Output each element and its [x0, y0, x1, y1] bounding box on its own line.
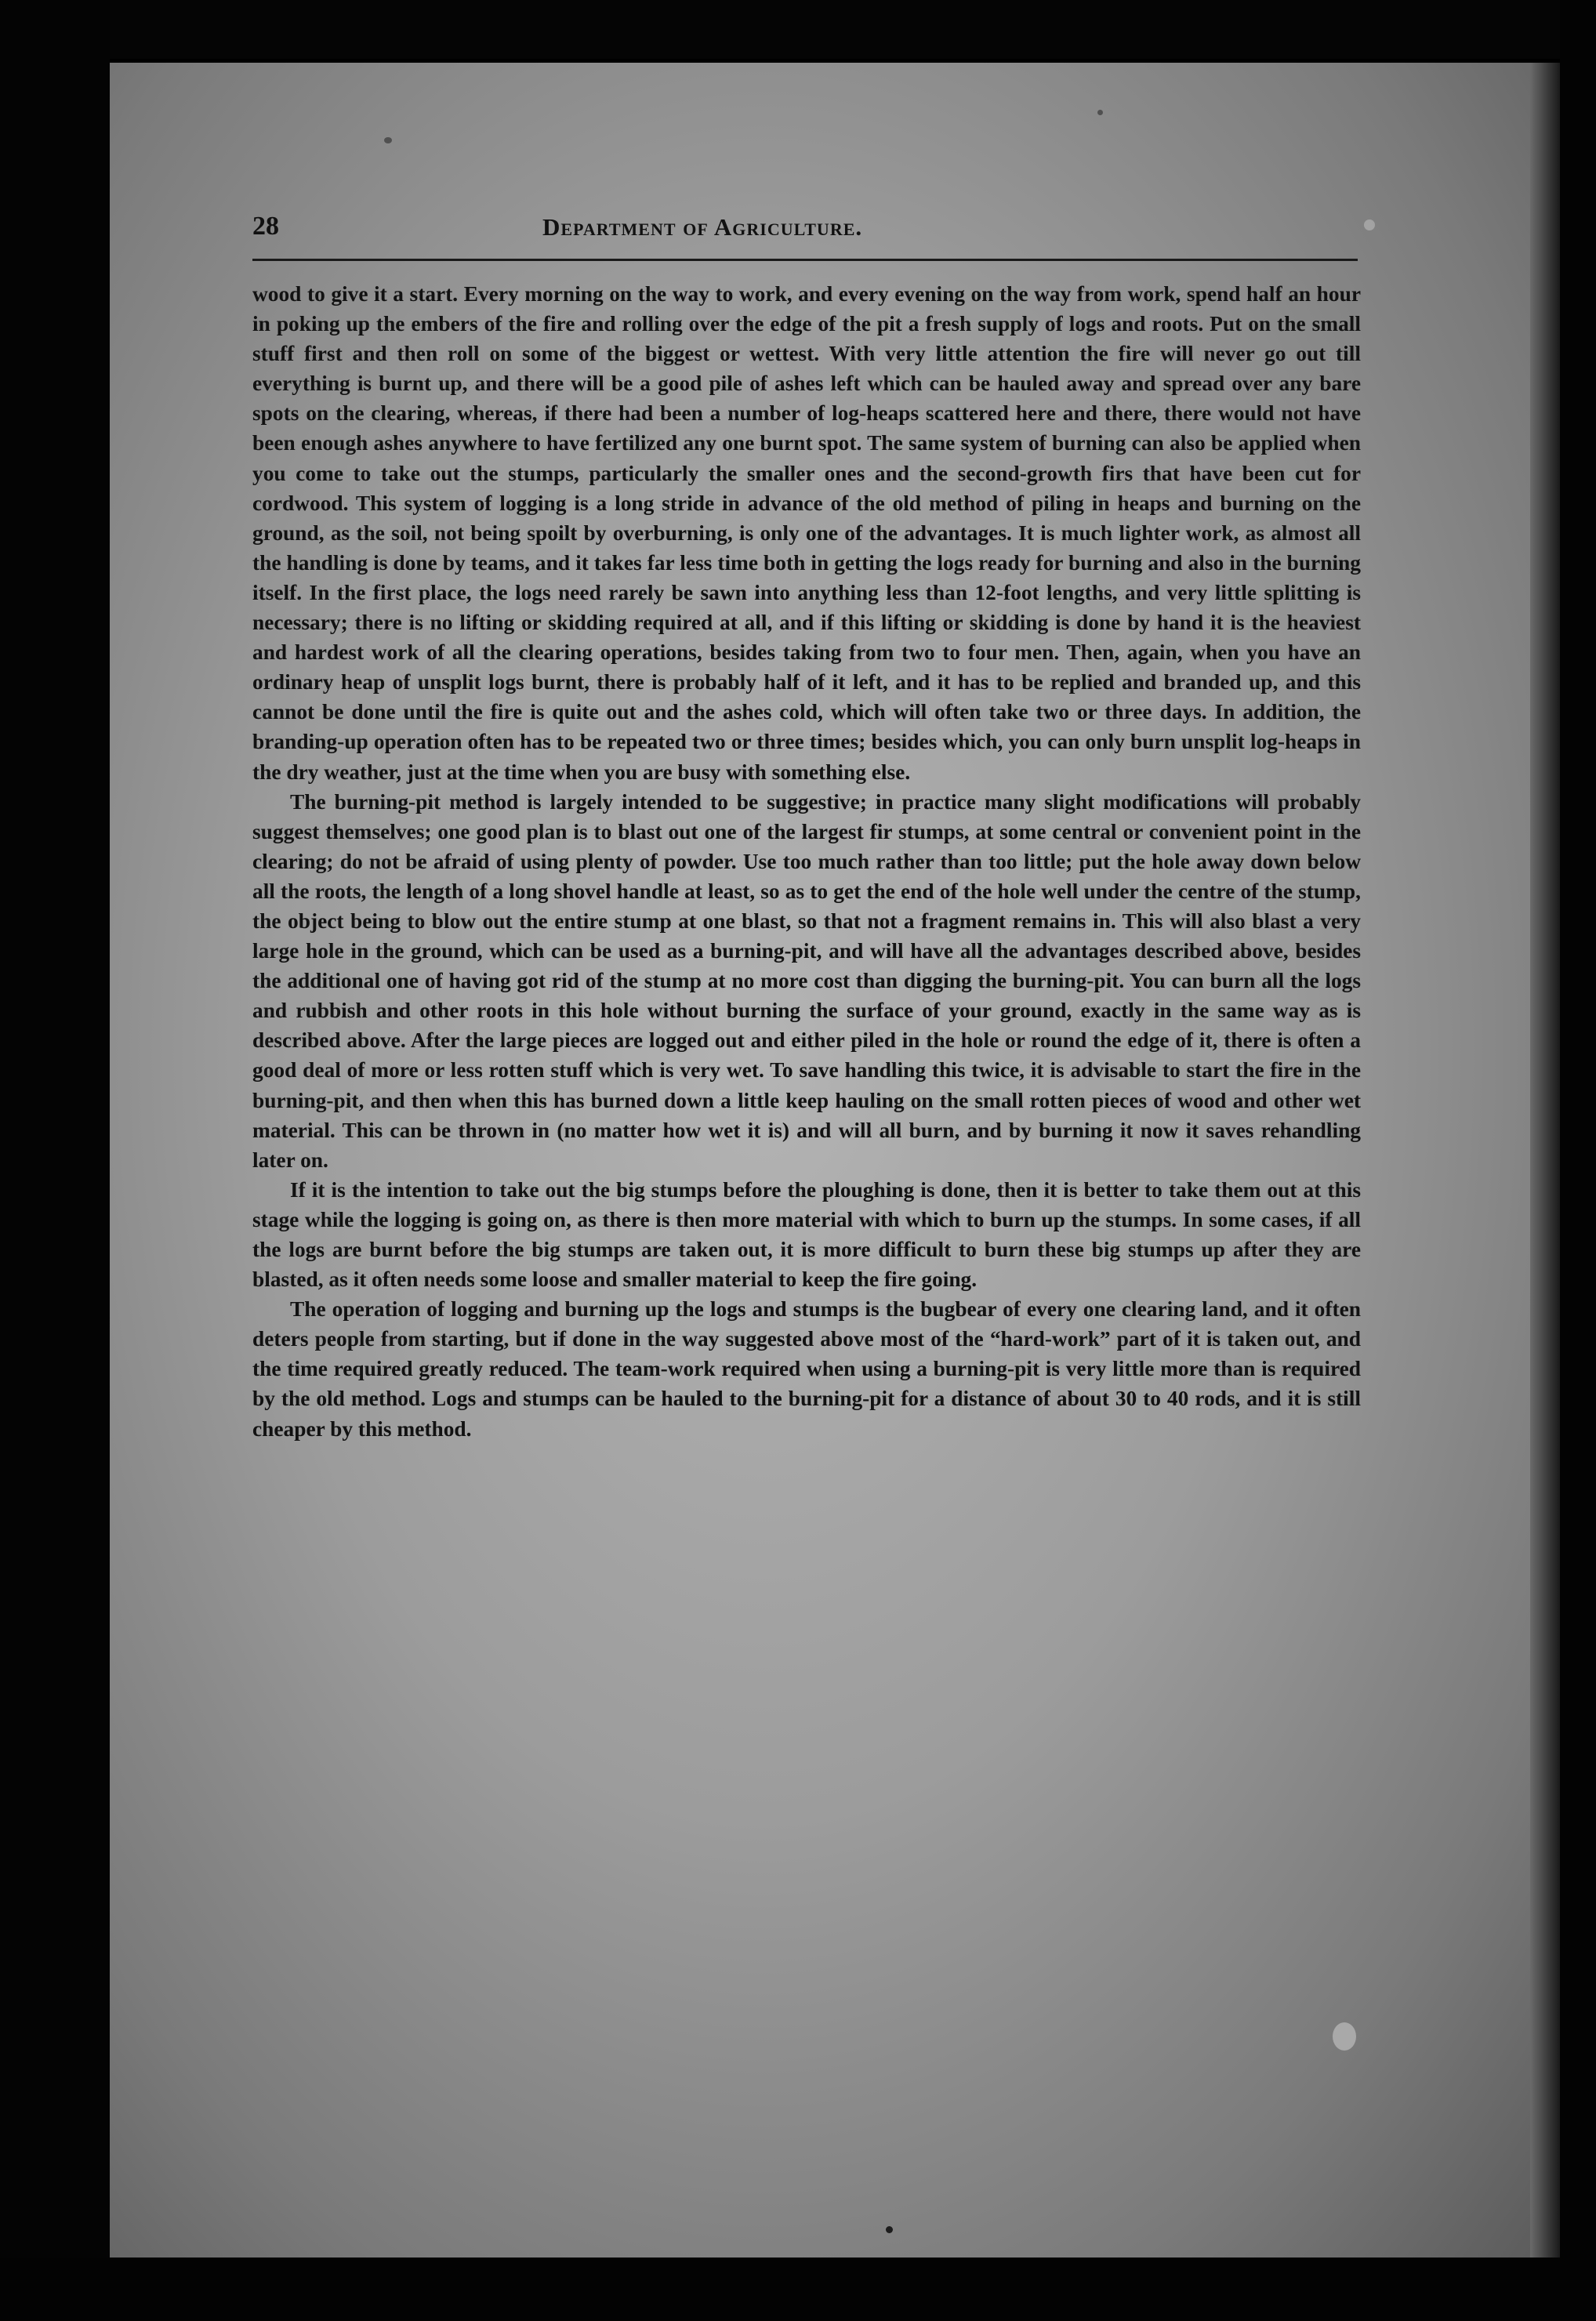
film-border-top — [0, 0, 1596, 59]
paragraph: The burning-pit method is largely intended to be suggestive; in practice many slight modifications will probably suggest themselves; one good plan is to blast out one of the largest fir stumps, at some central or convenient point in the clearing; do not be afraid of using plenty of powder. Use too much rather than too little; put the hole away down below all the roots, the length of a long shovel handle at least, so as to get the end of the hole well under the centre of the stump, the object being to blow out the entire stump at one blast, so that not a fragment remains in. This will also blast a very large hole in the ground, which can be used as a burning-pit, and will have all the advantages described above, besides the additional one of having got rid of the stump at no more cost than digging the burning-pit. You can burn all the logs and rubbish and other roots in this hole without burning the surface of your ground, exactly in the same way as is described above. After the large pieces are logged out and either piled in the hole or round the edge of it, there is often a good deal of more or less rotten stuff which is very wet. To save handling this twice, it is advisable to start the fire in the burning-pit, and then when this has burned down a little keep hauling on the small rotten pieces of wood and other wet material. This can be thrown in (no matter how wet it is) and will all burn, and by burning it now it saves rehandling later on. — [252, 789, 1361, 1172]
paragraph: The operation of logging and burning up the logs and stumps is the bugbear of every one clearing land, and it often deters people from starting, but if done in the way suggested above most of the “hard-work” part of it is taken out, and the time required greatly reduced. The team-work required when using a burning-pit is very little more than is required by the old method. Logs and stumps can be hauled to the burning-pit for a distance of about 30 to 40 rods, and it is still cheaper by this method. — [252, 1297, 1361, 1441]
running-title: Department of Agriculture. — [542, 213, 863, 241]
running-header — [252, 212, 1358, 261]
paragraph: wood to give it a start. Every morning on the way to work, and every evening on the way from work, spend half an hour in poking up the embers of the fire and rolling over the edge of the pit a fresh supply of logs and roots. Put on the small stuff first and then roll on some of the biggest or wettest. With very little attention the fire will never go out till everything is burnt up, and there will be a good pile of ashes left which can be hauled away and spread over any bare spots on the clearing, whereas, if there had been a number of log-heaps scattered here and there, there would not have been enough ashes anywhere to have fertilized any one burnt spot. The same system of burning can also be applied when you come to take out the stumps, particularly the smaller ones and the second-growth firs that have been cut for cordwood. This system of logging is a long stride in advance of the old method of piling in heaps and burning on the ground, as the soil, not being spoilt by overburning, is only one of the advantages. It is much lighter work, as almost all the handling is done by teams, and it takes far less time both in getting the logs ready for burning and also in the burning itself. In the first place, the logs need rarely be sawn into anything less than 12-foot lengths, and very little splitting is necessary; there is no lifting or skidding required at all, and if this lifting or skidding is done by hand it is the heaviest and hardest work of all the clearing operations, besides taking from two to four men. Then, again, when you have an ordinary heap of unsplit logs burnt, there is probably half of it left, and it has to be replied and branded up, and this cannot be done until the fire is quite out and the ashes cold, which will often take two or three days. In addition, the branding-up operation often has to be repeated two or three times; besides which, you can only burn unsplit log-heaps in the dry weather, just at the time when you are busy with something else. — [252, 282, 1361, 784]
film-border-bottom — [0, 2258, 1596, 2321]
dust-speck — [1097, 110, 1103, 115]
film-border-left — [0, 0, 110, 2321]
page-number: 28 — [252, 212, 279, 241]
dust-speck — [384, 137, 392, 143]
film-border-right — [1560, 0, 1596, 2321]
paragraph: If it is the intention to take out the big stumps before the ploughing is done, then it is better to take them out at this stage while the logging is going on, as there is then more material with which to burn up the stumps. In some cases, if all the logs are burnt before the big stumps are taken out, it is more difficult to burn these big stumps up after they are blasted, as it often needs some loose and smaller material to keep the fire going. — [252, 1177, 1361, 1292]
page-edge-shadow — [1530, 63, 1560, 2258]
body-text — [252, 279, 1361, 2239]
dust-speck — [1364, 219, 1375, 230]
